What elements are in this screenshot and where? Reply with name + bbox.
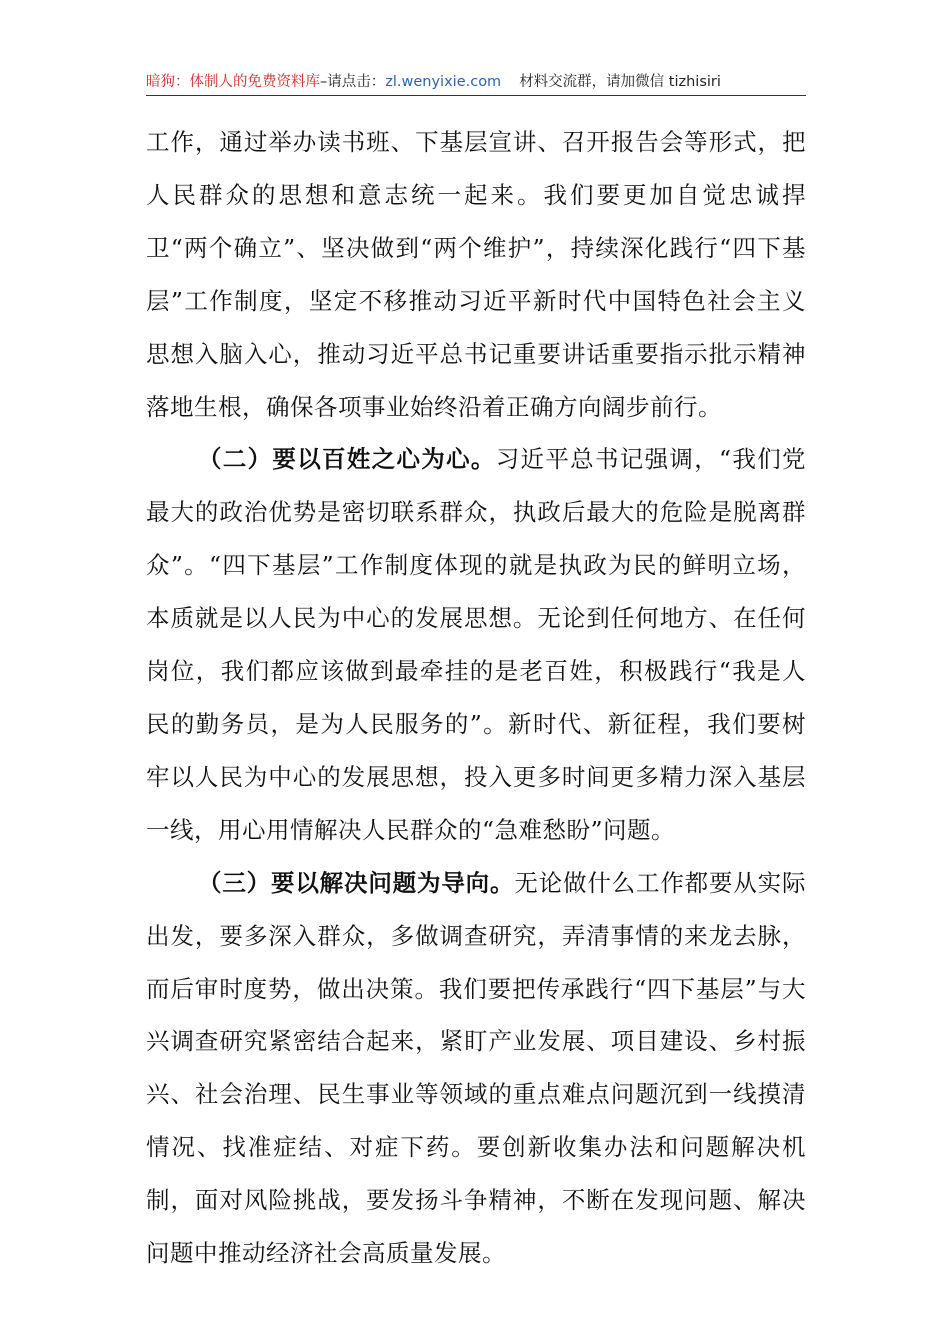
click-prompt: –请点击：	[320, 74, 386, 90]
paragraph-body-3: 无论做什么工作都要从实际出发，要多深入群众，多做调查研究，弄清事情的来龙去脉，而后审时度势，做出决策。我们要把传承践行“四下基层”与大兴调查研究紧密结合起来，紧盯产业发展、项目建设、乡村振兴、社会治理、民生事业等领域的重点难点问题沉到一线摸清情况、找准症结、对症下药。要创新收集办法和问题解决机制，面对风险挑战，要发扬斗争精神，不断在发现问题、解决问题中推动经济社会高质量发展。	[146, 868, 807, 1268]
header-divider	[146, 95, 806, 96]
document-body	[146, 116, 806, 1280]
paragraph-body-2: 习近平总书记强调，“我们党最大的政治优势是密切联系群众，执政后最大的危险是脱离群众”。“四下基层”工作制度体现的就是执政为民的鲜明立场，本质就是以人民为中心的发展思想。无论到任何地方、在任何岗位，我们都应该做到最牵挂的是老百姓，积极践行“我是人民的勤务员，是为人民服务的”。新时代、新征程，我们要树牢以人民为中心的发展思想，投入更多时间更多精力深入基层一线，用心用情解决人民群众的“急难愁盼”问题。	[146, 445, 807, 844]
paragraph-people	[146, 433, 806, 856]
paragraph-problem-solving	[146, 857, 806, 1280]
site-link[interactable]: zl.wenyixie.com	[385, 74, 502, 90]
section-heading-3: （三）要以解决问题为导向。	[198, 868, 515, 897]
paragraph-continuation: 工作，通过举办读书班、下基层宣讲、召开报告会等形式，把人民群众的思想和意志统一起来。我们要更加自觉忠诚捍卫“两个确立”、坚决做到“两个维护”，持续深化践行“四下基层”工作制度，坚定不移推动习近平新时代中国特色社会主义思想入脑入心，推动习近平总书记重要讲话重要指示批示精神落地生根，确保各项事业始终沿着正确方向阔步前行。	[146, 128, 806, 421]
group-note: 材料交流群，请加微信 tizhisiri	[519, 74, 721, 90]
page-header	[146, 68, 806, 96]
section-heading-2: （二）要以百姓之心为心。	[198, 445, 496, 474]
site-label: 暗狗：体制人的免费资料库	[146, 74, 320, 90]
